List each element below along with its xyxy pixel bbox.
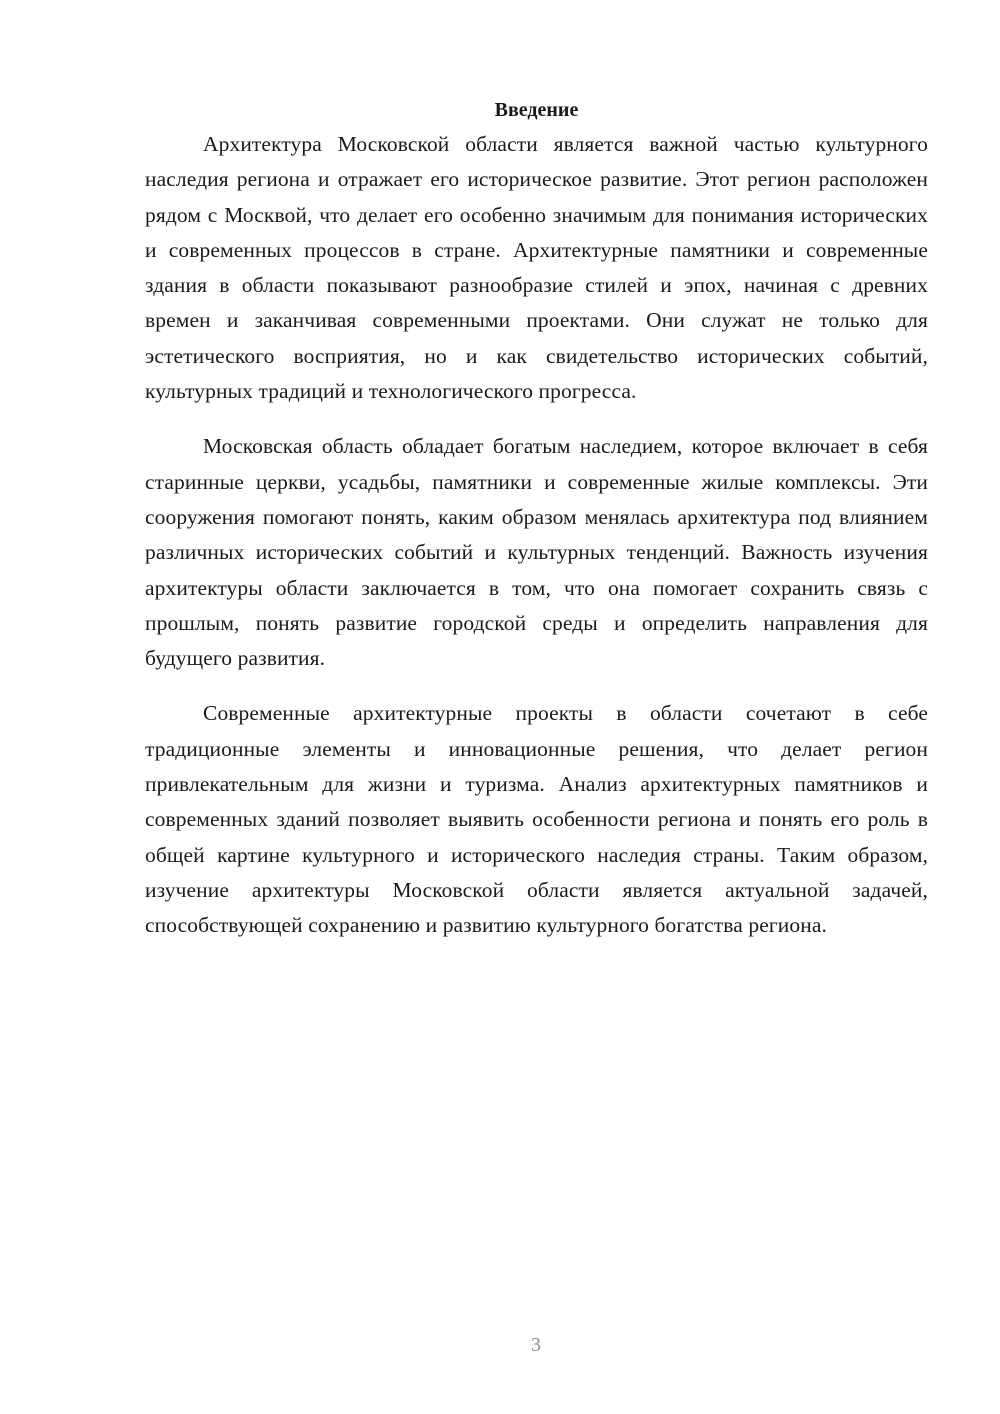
paragraph-2: Московская область обладает богатым наследием, которое включает в себя старинные церкви, усадьбы, памятники и современные жилые комплексы. Эти сооружения помогают понять, каким образом менялась архитектура под влиянием различных исторических событий и культурных тенденций. Важность изучения архитектуры области заключается в том, что она помогает сохранить связь с прошлым, понять развитие городской среды и определить направления для будущего развития. bbox=[145, 434, 928, 671]
paragraph-1: Архитектура Московской области является важной частью культурного наследия региона и отражает его историческое развитие. Этот регион расположен рядом с Москвой, что делает его особенно значимым для понимания исторических и современных процессов в стране. Архитектурные памятники и современные здания в области показывают разнообразие стилей и эпох, начиная с древних времен и заканчивая современными проектами. Они служат не только для эстетического восприятия, но и как свидетельство исторических событий, культурных традиций и технологического прогресса. bbox=[145, 132, 928, 404]
paragraph-3: Современные архитектурные проекты в области сочетают в себе традиционные элементы и инновационные решения, что делает регион привлекательным для жизни и туризма. Анализ архитектурных памятников и современных зданий позволяет выявить особенности региона и понять его роль в общей картине культурного и исторического наследия страны. Таким образом, изучение архитектуры Московской области является актуальной задачей, способствующей сохранению и развитию культурного богатства региона. bbox=[145, 701, 928, 938]
page-content bbox=[145, 95, 928, 944]
page-number: 3 bbox=[531, 1334, 541, 1356]
section-title: Введение bbox=[494, 99, 579, 121]
